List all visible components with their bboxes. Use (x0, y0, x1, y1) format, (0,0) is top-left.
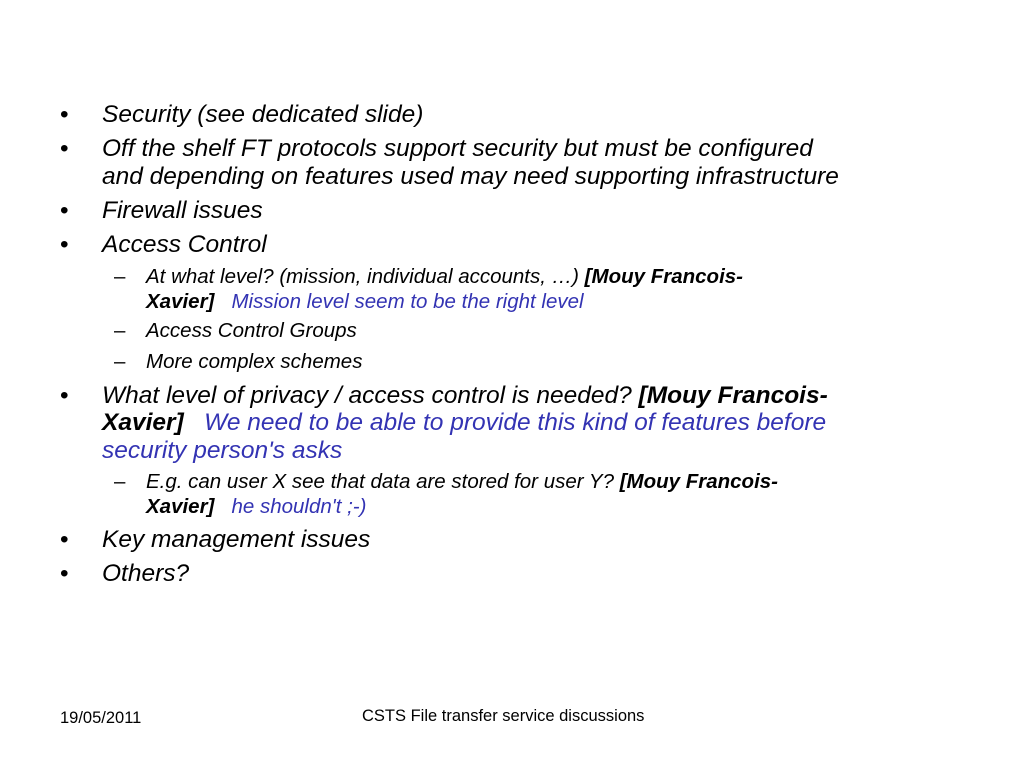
subitem-eg-line2 (146, 494, 366, 519)
dash-icon: – (114, 319, 126, 342)
bullet-privacy-line3: security person's asks (102, 437, 343, 464)
bullet-security: Security (see dedicated slide) (102, 101, 424, 128)
dash-icon: – (114, 265, 126, 288)
author-tag: [Mouy Francois- (619, 470, 779, 493)
author-tag: [Mouy Francois- (584, 265, 743, 288)
dash-icon: – (114, 470, 126, 493)
subitem-more-complex-schemes: More complex schemes (146, 350, 363, 373)
subitem-access-control-groups: Access Control Groups (146, 319, 357, 342)
bullet-icon: • (60, 560, 69, 587)
dash-icon: – (114, 350, 126, 373)
bullet-others: Others? (102, 560, 190, 587)
subitem-text: E.g. can user X see that data are stored for user Y? (146, 470, 614, 493)
bullet-access-control: Access Control (102, 231, 267, 258)
bullet-icon: • (60, 231, 69, 258)
bullet-off-the-shelf-line2: and depending on features used may need supporting infrastructure (102, 163, 839, 190)
bullet-text: What level of privacy / access control is needed? (102, 382, 632, 409)
author-tag-cont: Xavier] (146, 290, 215, 313)
subitem-at-what-level-line1 (146, 264, 743, 289)
author-tag: [Mouy Francois- (638, 382, 828, 409)
comment: We need to be able to provide this kind of features before (204, 409, 827, 436)
subitem-at-what-level-line2 (146, 289, 584, 314)
bullet-privacy-line2 (102, 409, 826, 437)
bullet-icon: • (60, 197, 69, 224)
footer-title: CSTS File transfer service discussions (362, 707, 645, 725)
bullet-icon: • (60, 382, 69, 409)
comment: Mission level seem to be the right level (231, 290, 584, 313)
subitem-text: At what level? (mission, individual accounts, …) (146, 265, 579, 288)
bullet-key-management: Key management issues (102, 526, 371, 553)
subitem-eg-line1 (146, 469, 778, 494)
footer-date: 19/05/2011 (60, 709, 142, 727)
comment: he shouldn't ;-) (231, 495, 367, 518)
author-tag-cont: Xavier] (146, 495, 215, 518)
author-tag-cont: Xavier] (102, 409, 184, 436)
bullet-privacy-line1 (102, 382, 828, 410)
bullet-icon: • (60, 526, 69, 553)
bullet-icon: • (60, 101, 69, 128)
bullet-firewall: Firewall issues (102, 197, 263, 224)
bullet-off-the-shelf-line1: Off the shelf FT protocols support security but must be configured (102, 135, 813, 162)
bullet-icon: • (60, 135, 69, 162)
